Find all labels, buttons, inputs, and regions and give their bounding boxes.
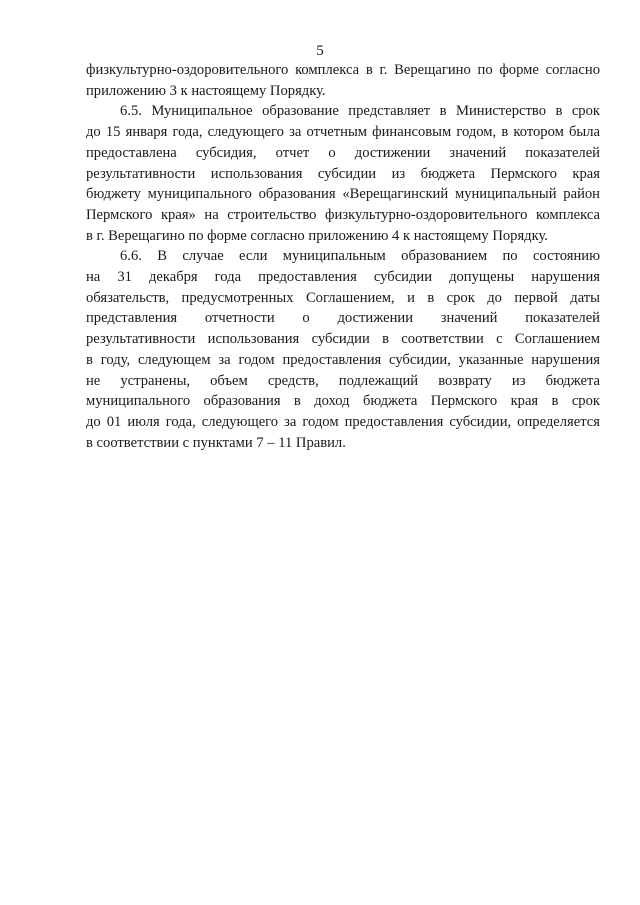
text-line: до 15 января года, следующего за отчетным финансовым годом, в котором была xyxy=(86,124,600,141)
text-line: представления отчетности о достижении значений показателей xyxy=(86,310,600,327)
text-line: физкультурно-оздоровительного комплекса в г. Верещагино по форме согласно xyxy=(86,62,600,78)
text-line: в г. Верещагино по форме согласно приложению 4 к настоящему Порядку. xyxy=(86,227,548,244)
text-line: до 01 июля года, следующего за годом предоставления субсидии, определяется xyxy=(86,413,600,430)
text-line: результативности использования субсидии из бюджета Пермского края xyxy=(86,165,600,182)
text-line: муниципального образования в доход бюджета Пермского края в срок xyxy=(86,393,600,410)
text-line: предоставлена субсидия, отчет о достижении значений показателей xyxy=(86,144,600,161)
text-line: на 31 декабря года предоставления субсидии допущены нарушения xyxy=(86,269,600,286)
text-line: в соответствии с пунктами 7 – 11 Правил. xyxy=(86,434,346,451)
text-line: обязательств, предусмотренных Соглашением, и в срок до первой даты xyxy=(86,289,600,306)
paragraph-6-6 xyxy=(86,246,600,453)
text-line: не устранены, объем средств, подлежащий возврату из бюджета xyxy=(86,372,600,389)
text-line: Пермского края» на строительство физкультурно-оздоровительного комплекса xyxy=(86,206,600,223)
paragraph-6-5 xyxy=(86,101,600,246)
text-line: результативности использования субсидии в соответствии с Соглашением xyxy=(86,331,600,348)
text-line: приложению 3 к настоящему Порядку. xyxy=(86,82,326,99)
document-body xyxy=(86,60,600,453)
text-line: в году, следующем за годом предоставления субсидии, указанные нарушения xyxy=(86,351,600,368)
paragraph-continuation xyxy=(86,60,600,101)
text-line: 6.6. В случае если муниципальным образованием по состоянию xyxy=(120,248,600,265)
text-line: бюджету муниципального образования «Верещагинский муниципальный район xyxy=(86,186,600,203)
page-number: 5 xyxy=(316,43,324,59)
text-line: 6.5. Муниципальное образование представляет в Министерство в срок xyxy=(120,103,600,120)
